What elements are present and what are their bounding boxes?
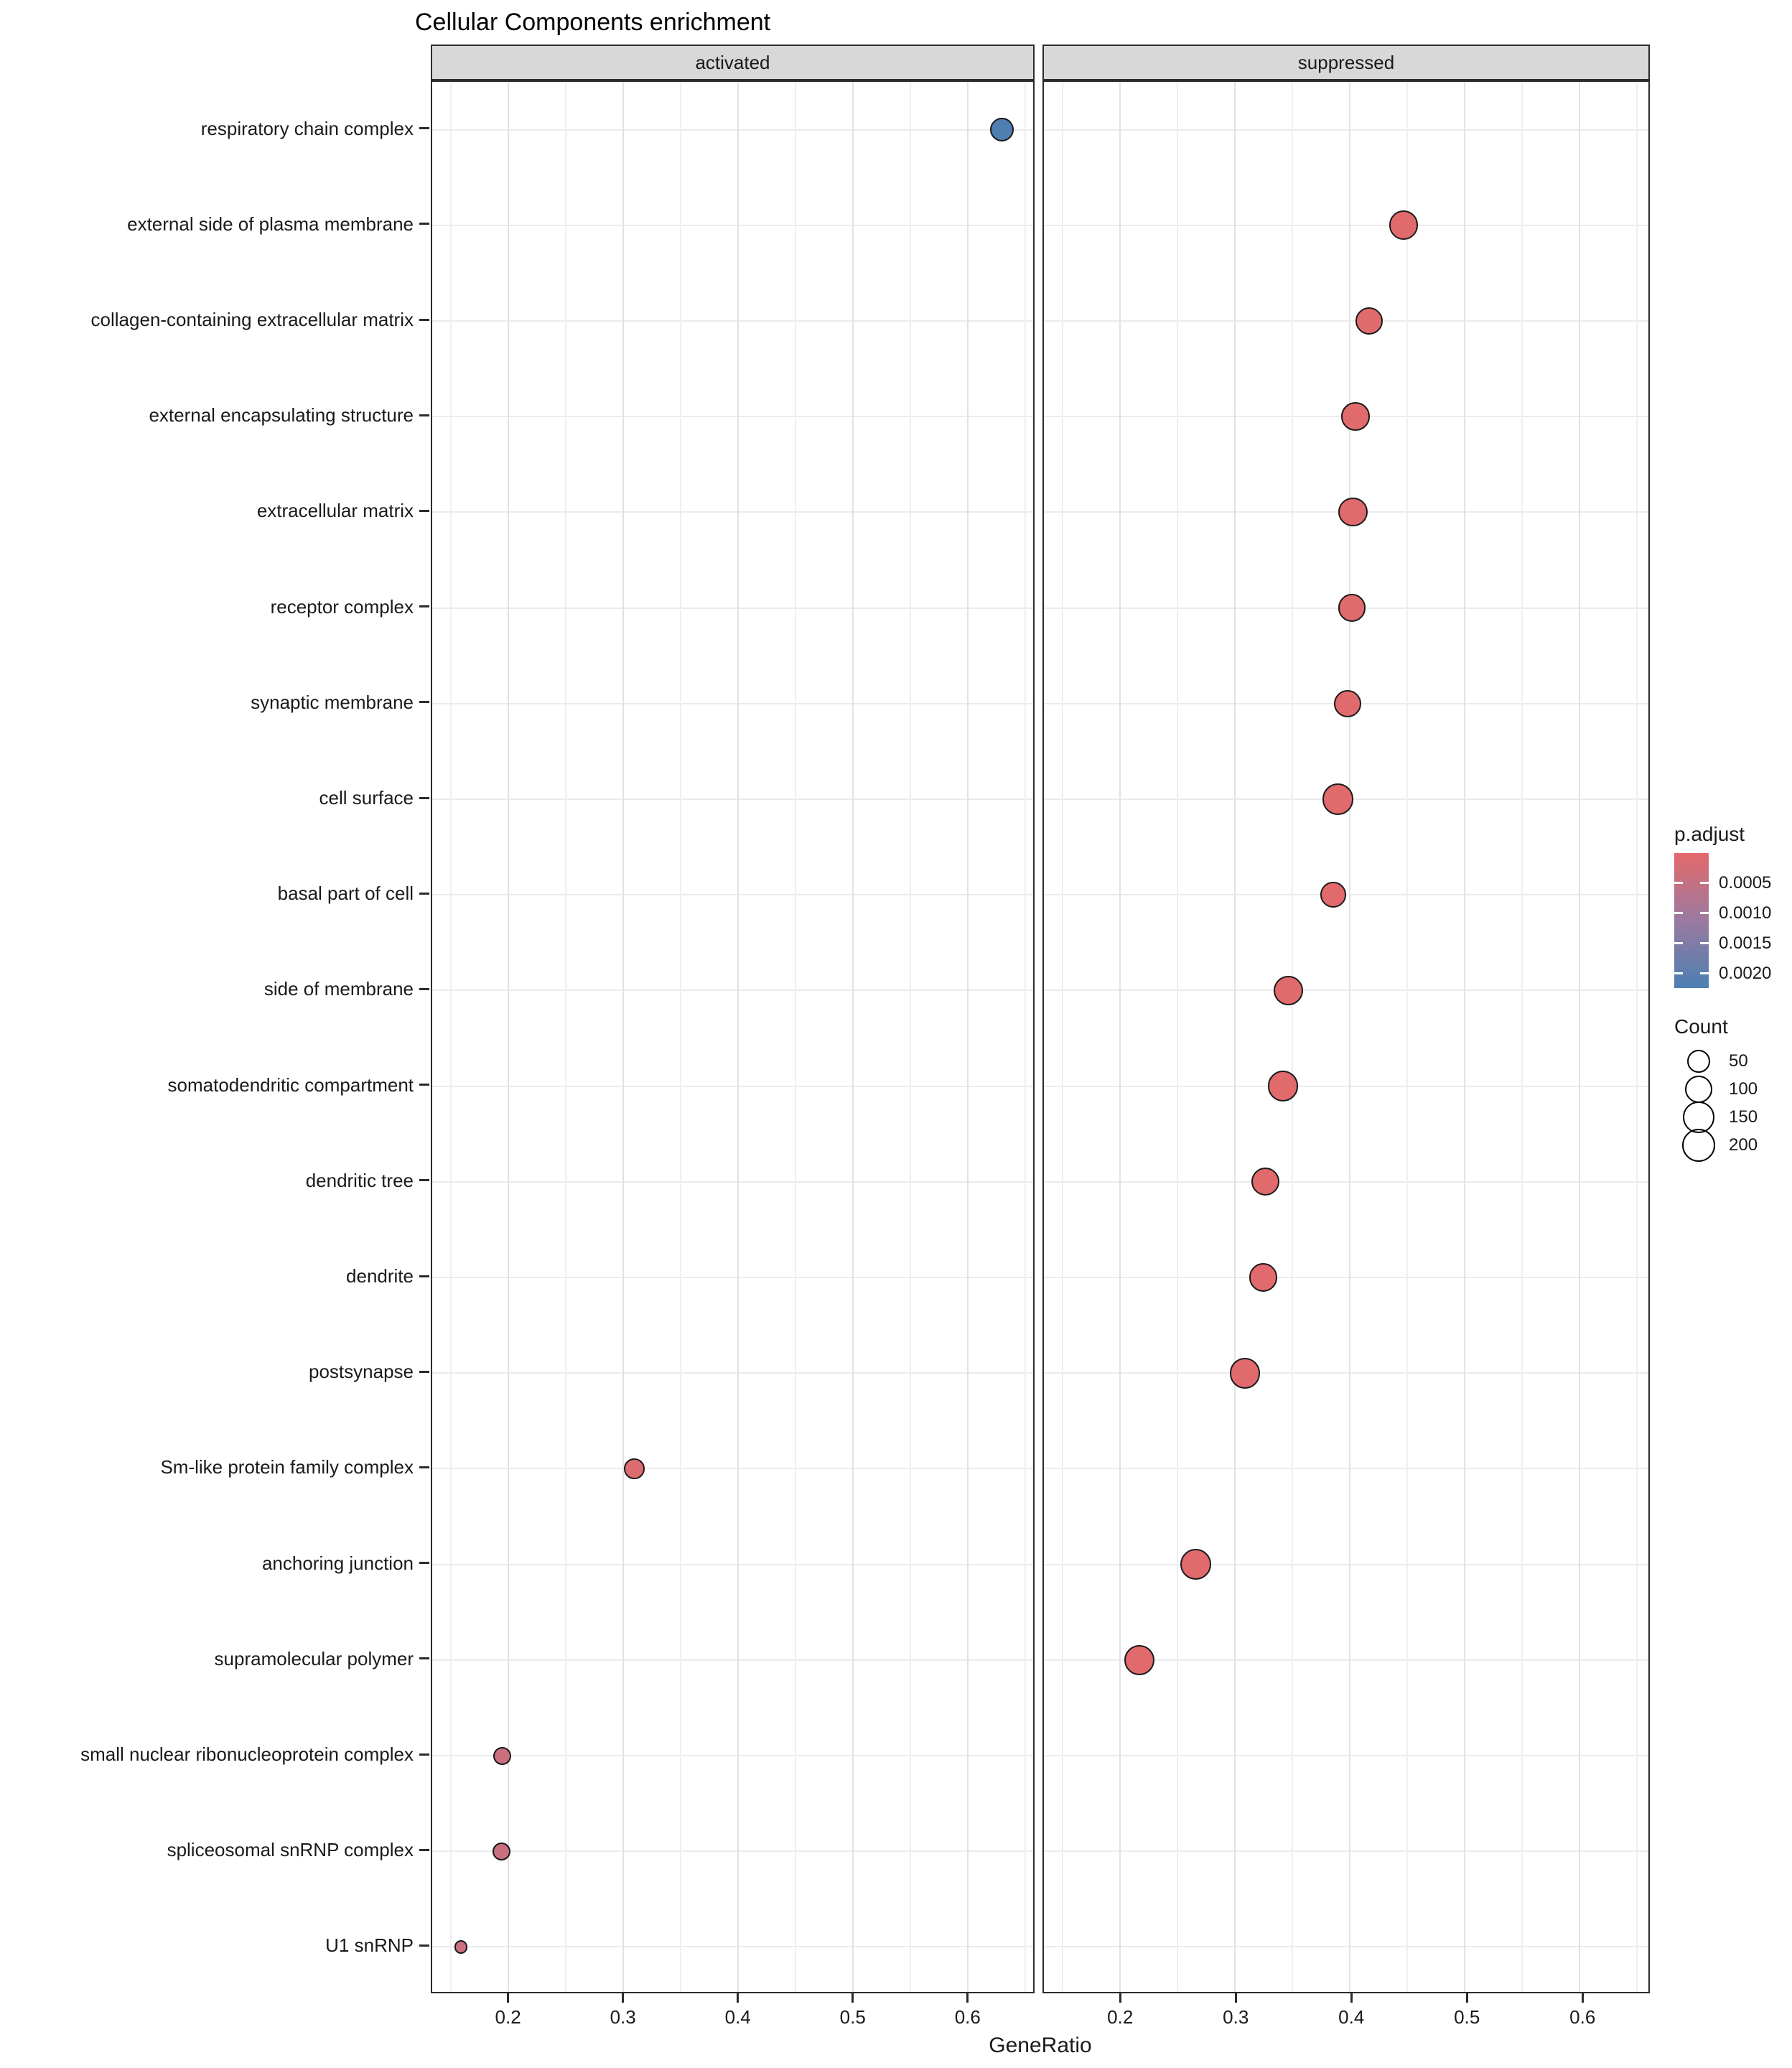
minor-gridline: [910, 82, 911, 1992]
y-axis-tick-mark: [419, 1371, 429, 1373]
padjust-tick-label: 0.0015: [1719, 933, 1772, 953]
major-gridline: [508, 82, 509, 1992]
y-axis-tick-mark: [419, 1084, 429, 1086]
y-axis-tick-mark: [419, 510, 429, 512]
count-legend-label-200: 200: [1729, 1135, 1758, 1155]
dot-supramolecular-polymer: [1124, 1645, 1154, 1675]
padjust-tick-label: 0.0005: [1719, 872, 1772, 893]
row-gridline: [1044, 129, 1648, 131]
y-axis-label-respiratory-chain-complex: respiratory chain complex: [200, 117, 414, 139]
x-axis-tick-mark-suppressed: [1466, 1993, 1468, 2003]
padjust-tick-mark: [1674, 912, 1683, 914]
y-axis-tick-mark: [419, 1657, 429, 1659]
major-gridline: [1579, 82, 1580, 1992]
y-axis-label-supramolecular-polymer: supramolecular polymer: [214, 1647, 414, 1669]
y-axis-label-postsynapse: postsynapse: [309, 1361, 414, 1383]
major-gridline: [1349, 82, 1350, 1992]
count-legend-circle-50: [1687, 1050, 1710, 1073]
x-axis-tick-label-suppressed-0.4: 0.4: [1338, 2006, 1365, 2028]
row-gridline: [432, 703, 1033, 704]
row-gridline: [1044, 1086, 1648, 1087]
major-gridline: [852, 82, 854, 1992]
minor-gridline: [1025, 82, 1026, 1992]
major-gridline: [1234, 82, 1236, 1992]
row-gridline: [432, 1086, 1033, 1087]
padjust-tick-mark: [1700, 942, 1709, 944]
row-gridline: [432, 1946, 1033, 1947]
x-axis-tick-label-activated-0.5: 0.5: [839, 2006, 866, 2028]
x-axis-tick-label-activated-0.4: 0.4: [724, 2006, 751, 2028]
x-axis-tick-mark-suppressed: [1235, 1993, 1237, 2003]
major-gridline: [1464, 82, 1465, 1992]
y-axis-label-sm-like-protein-family-complex: Sm-like protein family complex: [160, 1456, 414, 1478]
row-gridline: [1044, 1277, 1648, 1278]
row-gridline: [1044, 1468, 1648, 1469]
facet-strip-suppressed-label: suppressed: [1297, 51, 1395, 73]
dot-cell-surface: [1322, 783, 1353, 814]
facet-strip-suppressed: [1042, 45, 1650, 80]
x-axis-tick-label-suppressed-0.3: 0.3: [1223, 2006, 1249, 2028]
y-axis-label-extracellular-matrix: extracellular matrix: [256, 500, 414, 522]
x-axis-tick-mark-activated: [737, 1993, 739, 2003]
x-axis-tick-label-suppressed-0.5: 0.5: [1454, 2006, 1480, 2028]
facet-strip-activated: [431, 45, 1035, 80]
y-axis-tick-mark: [419, 127, 429, 129]
y-axis-tick-mark: [419, 797, 429, 799]
minor-gridline: [1062, 82, 1063, 1992]
row-gridline: [1044, 1564, 1648, 1565]
x-axis-tick-label-activated-0.6: 0.6: [954, 2006, 981, 2028]
minor-gridline: [1177, 82, 1178, 1992]
dot-postsynapse: [1230, 1358, 1261, 1389]
y-axis-label-u1-snrnp: U1 snRNP: [325, 1934, 414, 1957]
row-gridline: [432, 1850, 1033, 1852]
x-axis-tick-mark-activated: [622, 1993, 624, 2003]
y-axis-label-collagen-containing-extracellular-matrix: collagen-containing extracellular matrix: [90, 309, 414, 330]
padjust-tick-mark: [1674, 972, 1683, 974]
dot-synaptic-membrane: [1334, 690, 1361, 717]
dot-basal-part-of-cell: [1320, 882, 1346, 908]
row-gridline: [432, 511, 1033, 513]
row-gridline: [432, 607, 1033, 609]
row-gridline: [1044, 1181, 1648, 1183]
dot-u1-snrnp: [454, 1940, 468, 1954]
x-axis-tick-label-suppressed-0.2: 0.2: [1107, 2006, 1134, 2028]
count-legend-circle-200: [1682, 1129, 1716, 1163]
row-gridline: [1044, 1946, 1648, 1947]
row-gridline: [432, 129, 1033, 131]
dot-dendrite: [1249, 1263, 1278, 1292]
dot-respiratory-chain-complex: [990, 118, 1014, 141]
x-axis-tick-mark-suppressed: [1350, 1993, 1353, 2003]
x-axis-tick-mark-activated: [966, 1993, 969, 2003]
y-axis-label-external-encapsulating-structure: external encapsulating structure: [149, 404, 414, 427]
y-axis-label-small-nuclear-ribonucleoprotein-complex: small nuclear ribonucleoprotein complex: [80, 1743, 414, 1765]
x-axis-tick-mark-suppressed: [1119, 1993, 1121, 2003]
y-axis-label-synaptic-membrane: synaptic membrane: [251, 691, 414, 713]
dot-extracellular-matrix: [1338, 498, 1367, 526]
row-gridline: [1044, 1755, 1648, 1756]
dot-dendritic-tree: [1251, 1168, 1279, 1196]
y-axis-tick-mark: [419, 319, 429, 321]
minor-gridline: [1521, 82, 1523, 1992]
y-axis-tick-mark: [419, 605, 429, 607]
row-gridline: [432, 1755, 1033, 1756]
minor-gridline: [795, 82, 796, 1992]
x-axis-tick-label-suppressed-0.6: 0.6: [1569, 2006, 1596, 2028]
major-gridline: [967, 82, 969, 1992]
major-gridline: [622, 82, 624, 1992]
minor-gridline: [450, 82, 452, 1992]
dot-external-side-of-plasma-membrane: [1389, 210, 1419, 240]
panel-suppressed: [1042, 80, 1650, 1993]
major-gridline: [737, 82, 739, 1992]
minor-gridline: [1292, 82, 1293, 1992]
dot-collagen-containing-extracellular-matrix: [1355, 307, 1383, 335]
y-axis-label-external-side-of-plasma-membrane: external side of plasma membrane: [127, 213, 414, 235]
facet-strip-activated-label: activated: [695, 51, 770, 73]
y-axis-label-anchoring-junction: anchoring junction: [261, 1552, 414, 1574]
row-gridline: [1044, 225, 1648, 226]
dot-spliceosomal-snrnp-complex: [493, 1843, 510, 1860]
panel-activated: [431, 80, 1035, 1993]
row-gridline: [1044, 320, 1648, 322]
y-axis-label-somatodendritic-compartment: somatodendritic compartment: [167, 1073, 414, 1096]
y-axis-tick-mark: [419, 893, 429, 895]
count-legend-label-100: 100: [1729, 1079, 1758, 1099]
minor-gridline: [1636, 82, 1638, 1992]
y-axis-tick-mark: [419, 1944, 429, 1947]
minor-gridline: [565, 82, 566, 1992]
x-axis-tick-label-activated-0.2: 0.2: [495, 2006, 521, 2028]
row-gridline: [432, 320, 1033, 322]
y-axis-label-spliceosomal-snrnp-complex: spliceosomal snRNP complex: [167, 1839, 414, 1861]
row-gridline: [432, 1564, 1033, 1565]
padjust-tick-mark: [1700, 882, 1709, 884]
dot-small-nuclear-ribonucleoprotein-complex: [493, 1747, 511, 1765]
minor-gridline: [680, 82, 681, 1992]
y-axis-tick-mark: [419, 1849, 429, 1851]
y-axis-label-dendrite: dendrite: [346, 1265, 414, 1287]
row-gridline: [1044, 989, 1648, 991]
y-axis-label-dendritic-tree: dendritic tree: [305, 1169, 414, 1191]
y-axis-tick-mark: [419, 1179, 429, 1181]
row-gridline: [432, 1181, 1033, 1183]
y-axis-label-basal-part-of-cell: basal part of cell: [277, 882, 414, 905]
row-gridline: [432, 1659, 1033, 1661]
row-gridline: [432, 798, 1033, 800]
x-axis-tick-mark-activated: [507, 1993, 509, 2003]
row-gridline: [432, 894, 1033, 895]
y-axis-label-receptor-complex: receptor complex: [270, 595, 414, 618]
legend-title-padjust: p.adjust: [1674, 823, 1745, 845]
row-gridline: [432, 1372, 1033, 1374]
padjust-tick-mark: [1674, 942, 1683, 944]
row-gridline: [432, 989, 1033, 991]
y-axis-tick-mark: [419, 223, 429, 225]
count-legend-label-150: 150: [1729, 1107, 1758, 1127]
y-axis-tick-mark: [419, 701, 429, 703]
count-legend-label-50: 50: [1729, 1051, 1748, 1071]
x-axis-tick-mark-activated: [851, 1993, 854, 2003]
y-axis-tick-mark: [419, 1562, 429, 1564]
y-axis-label-cell-surface: cell surface: [319, 787, 414, 809]
dot-somatodendritic-compartment: [1268, 1071, 1298, 1101]
legend-title-count: Count: [1674, 1015, 1728, 1038]
dot-external-encapsulating-structure: [1341, 402, 1370, 431]
padjust-tick-label: 0.0010: [1719, 903, 1772, 923]
dot-anchoring-junction: [1180, 1549, 1211, 1580]
y-axis-tick-mark: [419, 988, 429, 990]
row-gridline: [432, 225, 1033, 226]
y-axis-tick-mark: [419, 1275, 429, 1277]
y-axis-tick-mark: [419, 414, 429, 416]
padjust-tick-label: 0.0020: [1719, 963, 1772, 983]
y-axis-tick-mark: [419, 1753, 429, 1756]
padjust-colorbar: [1674, 853, 1709, 988]
x-axis-title: GeneRatio: [989, 2034, 1092, 2057]
padjust-tick-mark: [1700, 912, 1709, 914]
padjust-tick-mark: [1674, 882, 1683, 884]
dot-sm-like-protein-family-complex: [624, 1458, 645, 1479]
row-gridline: [432, 1277, 1033, 1278]
dot-side-of-membrane: [1274, 976, 1303, 1005]
row-gridline: [432, 416, 1033, 417]
row-gridline: [1044, 1372, 1648, 1374]
padjust-tick-mark: [1700, 972, 1709, 974]
row-gridline: [432, 1468, 1033, 1469]
major-gridline: [1119, 82, 1121, 1992]
row-gridline: [1044, 1850, 1648, 1852]
minor-gridline: [1406, 82, 1408, 1992]
x-axis-tick-mark-suppressed: [1582, 1993, 1584, 2003]
dot-receptor-complex: [1338, 594, 1366, 622]
y-axis-label-side-of-membrane: side of membrane: [263, 978, 414, 1000]
y-axis-tick-mark: [419, 1466, 429, 1468]
count-legend-circle-100: [1685, 1076, 1712, 1103]
x-axis-tick-label-activated-0.3: 0.3: [610, 2006, 636, 2028]
plot-title: Cellular Components enrichment: [415, 9, 771, 36]
